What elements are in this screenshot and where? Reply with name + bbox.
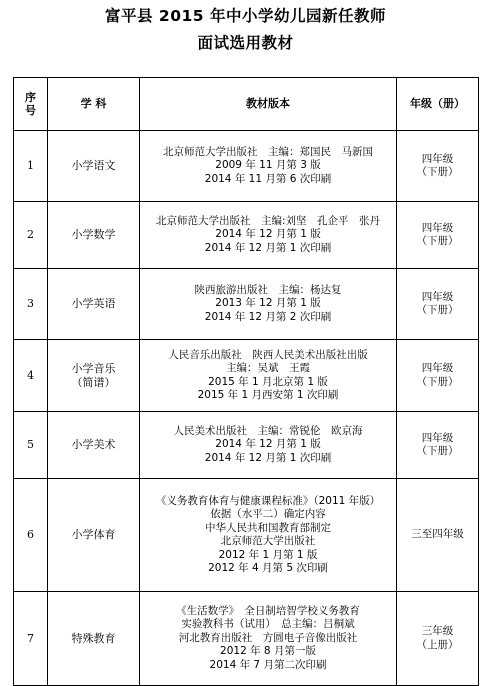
table-row — [14, 479, 479, 592]
row-edition — [140, 412, 397, 479]
grade-line: 四年级 — [421, 221, 454, 234]
row-number: 2 — [14, 202, 48, 269]
edition-line: 2015 年 1 月北京第 1 版 — [208, 375, 328, 388]
row-subject — [48, 592, 140, 686]
row-number: 4 — [14, 340, 48, 412]
edition-line: 2014 年 12 月第 2 次印刷 — [204, 310, 332, 323]
table-row — [14, 412, 479, 479]
grade-line: （下册） — [416, 445, 459, 457]
header-grade: 年级（册） — [397, 78, 479, 131]
row-grade — [397, 340, 479, 412]
edition-line: 2014 年 12 月第 1 次印刷 — [204, 241, 332, 254]
document-title-line-2: 面试选用教材 — [197, 34, 294, 52]
table-body — [14, 131, 479, 686]
edition-line: 中华人民共和国教育部制定 — [205, 521, 331, 534]
row-grade — [397, 592, 479, 686]
edition-line: 2013 年 12 月第 1 版 — [215, 297, 321, 310]
edition-line: 2015 年 1 月西安第 1 次印刷 — [197, 389, 339, 401]
row-subject — [48, 479, 140, 592]
table-row — [14, 202, 479, 269]
document-title-line-1: 富平县 2015 年中小学幼儿园新任教师 — [105, 7, 386, 25]
row-number: 6 — [14, 479, 48, 592]
row-subject — [48, 131, 140, 202]
grade-line: 三至四年级 — [411, 528, 464, 541]
edition-line: 2014 年 11 月第 6 次印刷 — [204, 172, 332, 185]
edition-line: 2009 年 11 月第 3 版 — [215, 159, 321, 172]
textbook-table — [13, 77, 479, 686]
row-grade — [397, 479, 479, 592]
row-subject — [48, 412, 140, 479]
grade-line: （下册） — [416, 235, 459, 247]
subject-line: 小学音乐 — [71, 362, 116, 375]
row-number: 5 — [14, 412, 48, 479]
header-number — [14, 78, 48, 131]
grade-line: 四年级 — [421, 152, 454, 165]
row-edition — [140, 592, 397, 686]
subject-line: 小学语文 — [71, 159, 116, 173]
edition-line: 2014 年 12 月第 1 次印刷 — [204, 451, 332, 464]
edition-line: 2012 年 1 月第 1 版 — [218, 548, 318, 561]
subject-line: 小学英语 — [71, 297, 116, 311]
table-row — [14, 131, 479, 202]
row-grade — [397, 412, 479, 479]
table-row — [14, 269, 479, 340]
edition-line: 主编：吴斌 王霞 — [226, 362, 310, 374]
row-number: 1 — [14, 131, 48, 202]
edition-line: 人民音乐出版社 陕西人民美术出版社出版 — [168, 348, 368, 361]
edition-line: 河北教育出版社 方圆电子音像出版社 — [178, 631, 358, 644]
header-number-line: 序 — [25, 90, 36, 104]
edition-line: 依据（水平二）确定内容 — [210, 508, 326, 520]
row-grade — [397, 131, 479, 202]
edition-line: 北京师范大学出版社 主编：郑国民 马新国 — [163, 145, 373, 158]
subject-line: 小学美术 — [71, 438, 116, 452]
row-grade — [397, 202, 479, 269]
row-subject — [48, 340, 140, 412]
table-header-row — [14, 78, 479, 131]
table-row — [14, 592, 479, 686]
row-edition — [140, 131, 397, 202]
edition-line: 2012 年 4 月第 5 次印刷 — [208, 562, 328, 574]
edition-line: 北京师范大学出版社 主编:刘坚 孔企平 张丹 — [155, 214, 381, 227]
header-subject: 学 科 — [48, 78, 140, 131]
grade-line: （下册） — [416, 375, 459, 388]
grade-line: 四年级 — [421, 431, 454, 444]
row-number: 3 — [14, 269, 48, 340]
row-edition — [140, 340, 397, 412]
row-grade — [397, 269, 479, 340]
edition-line: 《义务教育体育与健康课程标准》（2011 年版） — [155, 494, 381, 507]
edition-line: 人民美术出版社 主编：常锐伦 欧京海 — [173, 424, 363, 437]
grade-line: （下册） — [416, 304, 459, 316]
edition-line: 陕西旅游出版社 主编：杨达复 — [194, 283, 342, 296]
subject-line: 小学体育 — [71, 528, 116, 542]
subject-line: 特殊教育 — [71, 631, 116, 645]
edition-line: 《生活数学》 全日制培智学校义务教育 — [176, 604, 360, 617]
grade-line: 三年级 — [421, 625, 454, 637]
row-number: 7 — [14, 592, 48, 686]
subject-line: 小学数学 — [71, 228, 116, 242]
header-number-line: 号 — [25, 104, 36, 117]
grade-line: （上册） — [416, 638, 459, 651]
grade-line: 四年级 — [421, 362, 454, 374]
grade-line: （下册） — [416, 166, 459, 178]
grade-line: 四年级 — [421, 290, 454, 303]
table-row — [14, 340, 479, 412]
subject-line: （简谱） — [71, 375, 116, 389]
edition-line: 2012 年 8 月第一版 — [220, 645, 316, 658]
row-edition — [140, 269, 397, 340]
edition-line: 实验教科书（试用） 总主编：吕桐斌 — [181, 618, 355, 631]
row-edition — [140, 479, 397, 592]
edition-line: 北京师范大学出版社 — [220, 535, 316, 547]
edition-line: 2014 年 12 月第 1 版 — [215, 438, 321, 451]
row-subject — [48, 202, 140, 269]
row-subject — [48, 269, 140, 340]
edition-line: 2014 年 7 月第二次印刷 — [209, 658, 327, 671]
row-edition — [140, 202, 397, 269]
edition-line: 2014 年 12 月第 1 版 — [215, 228, 321, 241]
header-edition: 教材版本 — [140, 78, 397, 131]
